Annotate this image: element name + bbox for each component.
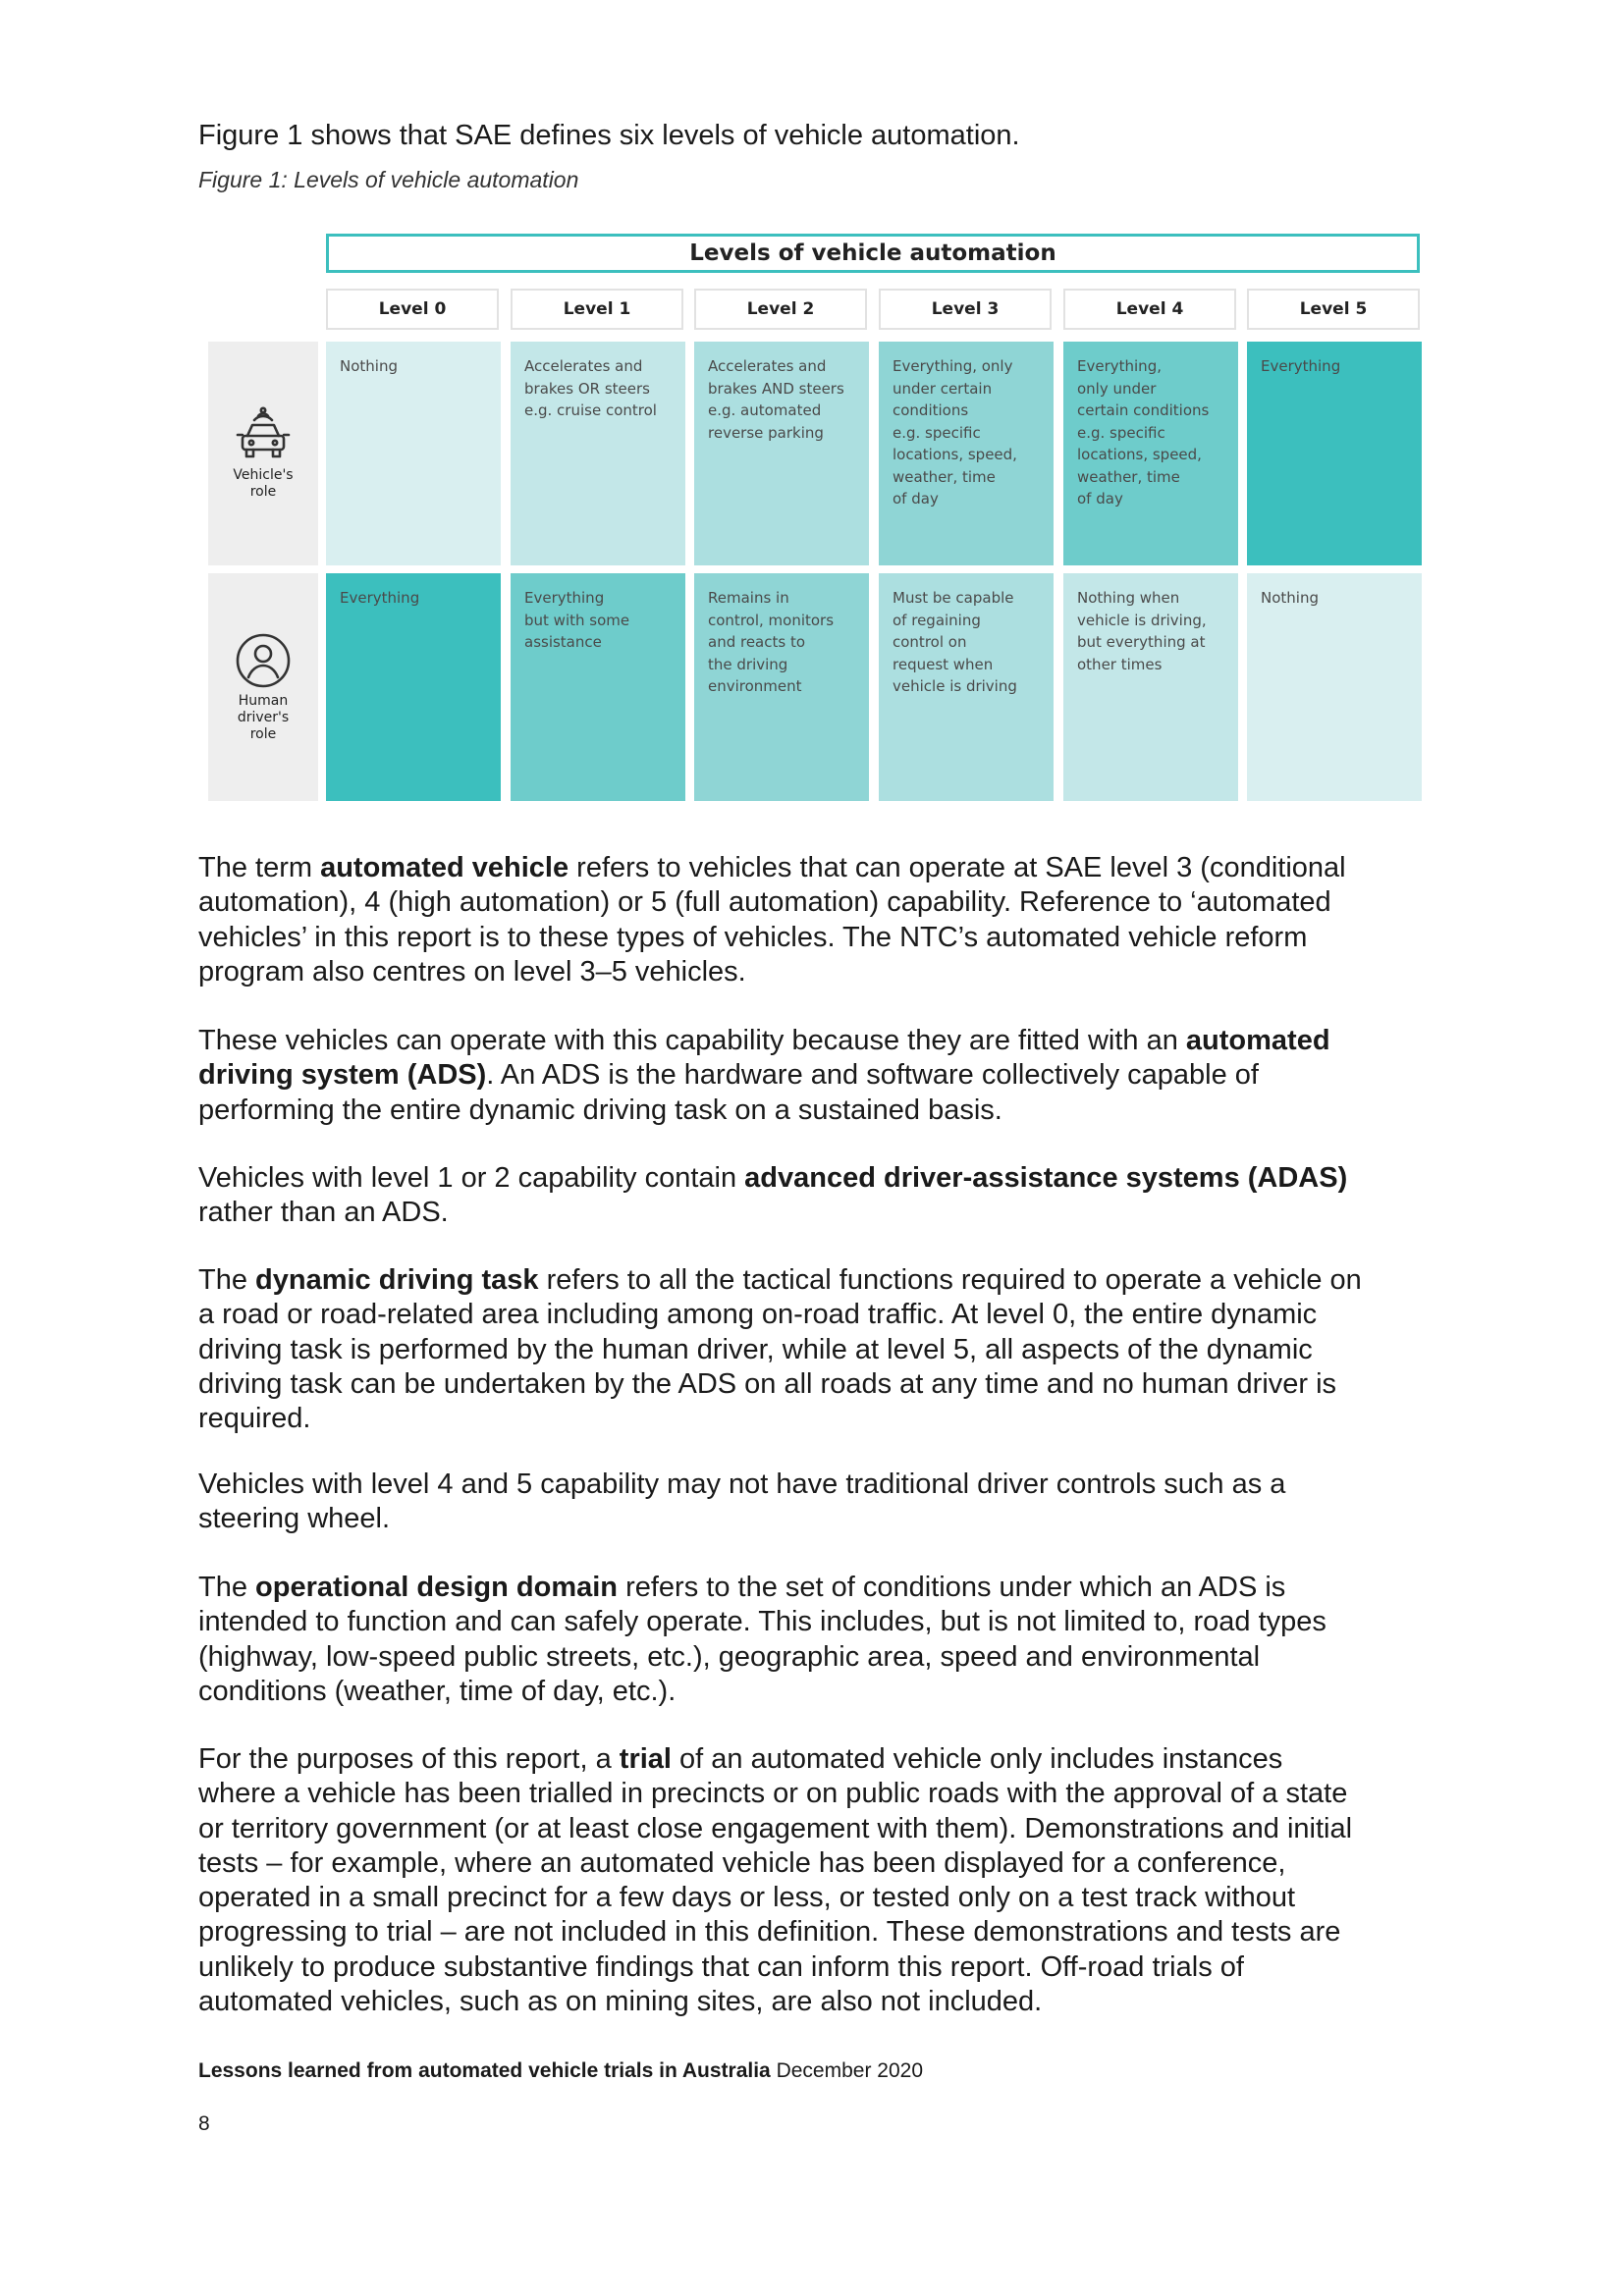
vehicle-role-label	[208, 342, 318, 565]
text-run: tests – for example, where an automated vehicle has been displayed for a conference,	[198, 1846, 1286, 1879]
driver-role-cell-line: Remains in	[708, 589, 789, 607]
driver-role-cell-level-3	[879, 573, 1054, 801]
person-icon	[235, 632, 292, 689]
driver-role-cell-line: environment	[708, 677, 802, 695]
driver-role-line-3: role	[249, 725, 277, 742]
vehicle-role-cell-line: Accelerates and	[708, 357, 827, 375]
body-paragraph-1	[198, 851, 1435, 989]
paragraph-line	[198, 1058, 1435, 1093]
text-run: vehicles’ in this report is to these types of vehicles. The NTC’s automated vehicle reform	[198, 921, 1308, 953]
text-run: driving task is performed by the human driver, while at level 5, all aspects of the dynamic	[198, 1333, 1313, 1365]
body-paragraph-6	[198, 1571, 1435, 1709]
driver-role-cell-line: of regaining	[893, 611, 981, 629]
footer-date: December 2020	[770, 2059, 924, 2082]
text-run: program also centres on level 3–5 vehicles.	[198, 955, 746, 988]
text-run: automated vehicles, such as on mining sites, are also not included.	[198, 1986, 1043, 2018]
vehicle-role-cell-line: weather, time	[893, 467, 996, 486]
paragraph-line	[198, 1161, 1435, 1196]
driver-role-cell-line: Nothing when	[1077, 589, 1180, 607]
vehicle-role-cell-line: Nothing	[340, 357, 398, 375]
body-paragraph-7	[198, 1742, 1435, 2019]
defined-term: driving system (ADS)	[198, 1059, 487, 1092]
paragraph-line	[198, 851, 1435, 885]
paragraph-line	[198, 1640, 1435, 1675]
vehicle-role-line-2: role	[249, 484, 277, 500]
defined-term: automated vehicle	[320, 852, 569, 883]
vehicle-role-cell-line: of day	[893, 490, 939, 507]
text-run: progressing to trial – are not included in this definition. These demonstrations and tests are	[198, 1916, 1341, 1949]
vehicle-role-cell-level-4	[1063, 342, 1238, 565]
vehicle-role-cell-line: e.g. automated	[708, 401, 822, 419]
vehicle-role-cell-line: brakes AND steers	[708, 379, 844, 398]
car-icon	[232, 406, 295, 463]
defined-term: operational design domain	[255, 1572, 619, 1603]
text-run: performing the entire dynamic driving task on a sustained basis.	[198, 1094, 1002, 1126]
text-run: The	[198, 1264, 256, 1296]
paragraph-line	[198, 1915, 1435, 1949]
body-paragraph-3	[198, 1161, 1435, 1231]
text-run: refers to the set of conditions under which an ADS is	[618, 1572, 1286, 1603]
paragraph-line	[198, 1298, 1435, 1332]
vehicle-role-cell-level-2	[694, 342, 869, 565]
driver-role-cell-line: other times	[1077, 655, 1163, 673]
vehicle-role-cell-level-5	[1247, 342, 1422, 565]
text-run: refers to vehicles that can operate at SAE level 3 (conditional	[568, 852, 1346, 883]
defined-term: trial	[619, 1743, 672, 1775]
vehicle-role-cell-line: under certain	[893, 379, 993, 398]
vehicle-role-cell-line: of day	[1077, 490, 1123, 507]
paragraph-line	[198, 1605, 1435, 1639]
paragraph-line	[198, 1263, 1435, 1298]
driver-role-cell-line: control, monitors	[708, 611, 835, 629]
paragraph-line	[198, 1742, 1435, 1777]
text-run: rather than an ADS.	[198, 1197, 449, 1229]
text-run: operated in a small precinct for a few days or less, or tested only on a test track without	[198, 1882, 1296, 1914]
level-header-0: Level 0	[326, 289, 499, 330]
vehicle-role-cell-line: e.g. cruise control	[524, 401, 657, 419]
driver-role-label	[208, 573, 318, 801]
driver-role-line-2: driver's	[237, 709, 290, 725]
text-run: of an automated vehicle only includes instances	[671, 1743, 1283, 1775]
vehicle-role-cell-line: e.g. specific	[893, 423, 981, 442]
vehicle-role-cell-line: brakes OR steers	[524, 379, 650, 398]
paragraph-line	[198, 1675, 1435, 1709]
text-run: required.	[198, 1403, 311, 1435]
paragraph-line	[198, 1777, 1435, 1811]
driver-role-cell-line: Nothing	[1261, 589, 1319, 607]
vehicle-role-cell-line: locations, speed,	[1077, 446, 1202, 463]
driver-role-cell-line: assistance	[524, 633, 602, 651]
text-run: These vehicles can operate with this capability because they are fitted with an	[198, 1025, 1186, 1056]
vehicle-role-cell-line: Accelerates and	[524, 357, 643, 375]
text-run: driving task can be undertaken by the ADS on all roads at any time and no human driver is	[198, 1367, 1337, 1400]
vehicle-role-cell-line: reverse parking	[708, 423, 824, 442]
figure-caption: Figure 1: Levels of vehicle automation	[198, 167, 579, 192]
level-header-1: Level 1	[511, 289, 683, 330]
paragraph-line	[198, 921, 1435, 955]
text-run: intended to function and can safely operate. This includes, but is not limited to, road types	[198, 1606, 1326, 1638]
text-run: Vehicles with level 4 and 5 capability may not have traditional driver controls such as a	[198, 1468, 1286, 1500]
intro-sentence: Figure 1 shows that SAE defines six levels of vehicle automation.	[198, 120, 1020, 151]
defined-term: advanced driver-assistance systems (ADAS)	[744, 1162, 1348, 1194]
text-run: For the purposes of this report, a	[198, 1743, 620, 1775]
text-run: The	[198, 1572, 256, 1603]
level-header-2: Level 2	[694, 289, 867, 330]
text-run: The term	[198, 852, 321, 883]
driver-role-cell-level-1	[511, 573, 685, 801]
body-paragraph-4	[198, 1263, 1435, 1436]
text-run: . An ADS is the hardware and software collectively capable of	[486, 1059, 1259, 1092]
paragraph-line	[198, 1024, 1435, 1058]
level-header-3: Level 3	[879, 289, 1052, 330]
driver-role-cell-level-4	[1063, 573, 1238, 801]
paragraph-line	[198, 1812, 1435, 1846]
text-run: where a vehicle has been trialled in precincts or on public roads with the approval of a state	[198, 1778, 1348, 1810]
vehicle-role-line-1: Vehicle's	[233, 467, 294, 483]
paragraph-line	[198, 1468, 1435, 1502]
driver-role-cell-line: but with some	[524, 611, 630, 629]
paragraph-line	[198, 1881, 1435, 1915]
driver-role-cell-line: the driving	[708, 655, 788, 673]
vehicle-role-cell-line: certain conditions	[1077, 401, 1210, 419]
text-run: refers to all the tactical functions required to operate a vehicle on	[538, 1264, 1362, 1296]
text-run: unlikely to produce substantive findings that can inform this report. Off-road trials of	[198, 1950, 1244, 1983]
body-paragraph-2	[198, 1024, 1435, 1128]
paragraph-line	[198, 885, 1435, 920]
level-header-4: Level 4	[1063, 289, 1236, 330]
driver-role-cell-line: Everything	[340, 589, 420, 607]
paragraph-line	[198, 1402, 1435, 1436]
footer-report-title: Lessons learned from automated vehicle trials in Australia	[198, 2059, 771, 2082]
driver-role-cell-line: request when	[893, 655, 994, 673]
paragraph-line	[198, 1502, 1435, 1536]
footer	[198, 2059, 923, 2083]
text-run: Vehicles with level 1 or 2 capability contain	[198, 1162, 745, 1194]
text-run: or territory government (or at least close engagement with them). Demonstrations and initial	[198, 1812, 1353, 1844]
driver-role-cell-level-0	[326, 573, 501, 801]
driver-role-cell-level-5	[1247, 573, 1422, 801]
driver-role-cell-line: Everything	[524, 589, 605, 607]
paragraph-line	[198, 955, 1435, 989]
text-run: automation), 4 (high automation) or 5 (full automation) capability. Reference to ‘automated	[198, 886, 1331, 919]
text-run: (highway, low-speed public streets, etc.), geographic area, speed and environmental	[198, 1640, 1261, 1673]
figure-title: Levels of vehicle automation	[326, 234, 1420, 273]
driver-role-cell-line: Must be capable	[893, 589, 1014, 607]
driver-role-cell-line: but everything at	[1077, 633, 1206, 651]
text-run: a road or road-related area including among on-road traffic. At level 0, the entire dynamic	[198, 1299, 1318, 1331]
driver-role-cell-line: vehicle is driving,	[1077, 611, 1207, 629]
defined-term: automated	[1185, 1025, 1330, 1056]
paragraph-line	[198, 1196, 1435, 1230]
paragraph-line	[198, 1950, 1435, 1985]
vehicle-role-cell-line: only under	[1077, 379, 1157, 398]
paragraph-line	[198, 1367, 1435, 1402]
driver-role-cell-line: vehicle is driving	[893, 677, 1017, 695]
text-run: steering wheel.	[198, 1503, 391, 1535]
level-header-5: Level 5	[1247, 289, 1420, 330]
paragraph-line	[198, 1846, 1435, 1881]
page-number: 8	[198, 2112, 210, 2135]
paragraph-line	[198, 1333, 1435, 1367]
driver-role-cell-level-2	[694, 573, 869, 801]
vehicle-role-cell-line: conditions	[893, 401, 969, 419]
driver-role-line-1: Human	[238, 692, 289, 709]
vehicle-role-cell-line: weather, time	[1077, 467, 1180, 486]
paragraph-line	[198, 1571, 1435, 1605]
automation-levels-figure	[208, 234, 1430, 801]
paragraph-line	[198, 1985, 1435, 2019]
vehicle-role-cell-line: locations, speed,	[893, 446, 1017, 463]
driver-role-cell-line: and reacts to	[708, 633, 806, 651]
vehicle-role-cell-level-1	[511, 342, 685, 565]
vehicle-role-cell-level-0	[326, 342, 501, 565]
body-paragraph-5	[198, 1468, 1435, 1537]
text-run: conditions (weather, time of day, etc.).	[198, 1675, 677, 1707]
vehicle-role-cell-line: Everything	[1261, 357, 1341, 375]
vehicle-role-cell-line: e.g. specific	[1077, 423, 1165, 442]
vehicle-role-cell-line: Everything, only	[893, 357, 1013, 375]
vehicle-role-cell-level-3	[879, 342, 1054, 565]
paragraph-line	[198, 1094, 1435, 1128]
defined-term: dynamic driving task	[255, 1264, 539, 1296]
vehicle-role-cell-line: Everything,	[1077, 357, 1162, 375]
driver-role-cell-line: control on	[893, 633, 967, 651]
